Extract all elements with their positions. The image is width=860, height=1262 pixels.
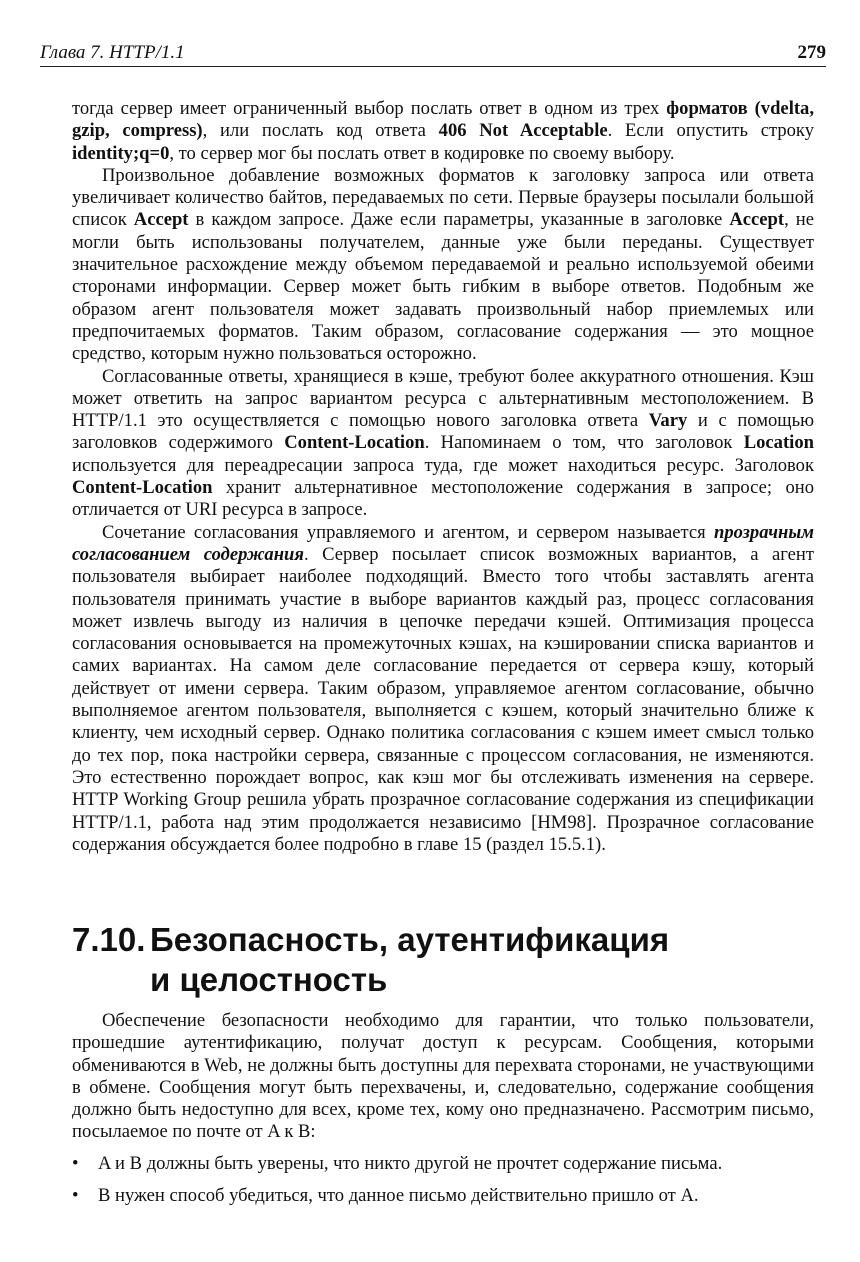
bullet-text-2: B нужен способ убедиться, что данное письмо действительно пришло от A. (98, 1184, 699, 1206)
p3-text-3: . Напоминаем о том, что заголовок (424, 432, 744, 454)
p3-text-1: Согласованные ответы, хранящиеся в кэше, требуют более аккуратного отношения. Кэш может ответить на запрос вариантом ресурса с альтернативным местоположением. В HTTP/1.1 это осуществляется с помощью нового заголовка ответа (72, 365, 814, 432)
paragraph-4 (72, 522, 814, 856)
p3-text-5: хранит альтернативное местоположение содержания в запросе; оно отличается от URI ресурса в запросе. (72, 477, 814, 521)
page-header (40, 42, 826, 67)
paragraph-3 (72, 366, 814, 522)
p3-bold-content-location-1: Content-Location (284, 432, 425, 454)
list-item (72, 1184, 814, 1208)
p1-text-2: , или послать код ответа (202, 120, 439, 142)
section-heading (72, 920, 814, 1000)
section-title-line-1: Безопасность, аутентификация (150, 921, 670, 958)
p1-text-1: тогда сервер имеет ограниченный выбор послать ответ в одном из трех (72, 98, 667, 119)
p2-bold-accept-2: Accept (729, 209, 785, 231)
bullet-icon: • (72, 1184, 79, 1206)
p4-text-2: . Сервер посылает список возможных вариантов, а агент пользователя выбирает наиболее подходящий. Вместо того чтобы заставлять агента пользователя принимать участие в выборе вариантов каждый раз, процесс согласования может извлечь выгоду из наличия в цепочке передачи кэшей. Оптимизация процесса согласования основывается на промежуточных кэшах, на кэшировании списка вариантов и самих вариантах. На самом деле согласование передается от сервера кэшу, который действует от имени сервера. Таким образом, управляемое агентом согласование, обычно выполняемое агентом пользователя, выполняется с кэшем, который значительно ближе к клиенту, чем исходный сервер. Однако политика согласования с кэшем имеет смысл только до тех пор, пока настройки сервера, связанные с процессом согласования, не изменяются. Это естественно порождает вопрос, как кэш мог бы отслеживать изменения на сервере. HTTP Working Group решила убрать прозрачное согласование содержания из спецификации HTTP/1.1, работа над этим продолжается независимо [HM98]. Прозрачное согласование содержания обсуждается более подробно в главе 15 (раздел 15.5.1). (72, 543, 814, 855)
section-body (72, 1010, 814, 1216)
p4-text-1: Сочетание согласования управляемого и агентом, и сервером называется (102, 521, 714, 543)
p3-text-2: и с помощью заголовков содержимого (72, 410, 814, 454)
p1-bold-formats: форматов (vdelta, gzip, compress) (72, 98, 814, 142)
running-head: Глава 7. HTTP/1.1 (40, 42, 185, 63)
section-title-line-2: и целостность (150, 961, 388, 998)
list-item (72, 1152, 814, 1176)
p1-text-3: . Если опустить строку (607, 120, 814, 142)
p2-text-3: , не могли быть использованы получателем, данные уже были переданы. Существует значительное расхождение между объемом передаваемой и реально используемой обеими сторонами информации. Сервер может быть гибким в выборе ответов. Подобным же образом агент пользователя может задавать произвольный набор приемлемых или предпочитаемых форматов. Таким образом, согласование содержания — это мощное средство, которым нужно пользоваться осторожно. (72, 209, 814, 365)
paragraph-2 (72, 165, 814, 366)
p2-text-1: Произвольное добавление возможных форматов к заголовку запроса или ответа увеличивает количество байтов, передаваемых по сети. Первые браузеры посылали большой список (72, 164, 814, 231)
p4-italic-term: прозрачным согласованием содержания (72, 521, 814, 565)
page-number: 279 (797, 42, 826, 63)
bullet-text-1: A и B должны быть уверены, что никто другой не прочтет содержание письма. (98, 1152, 723, 1174)
p3-bold-vary: Vary (648, 410, 688, 432)
paragraph-5: Обеспечение безопасности необходимо для гарантии, что только пользователи, прошедшие аутентификацию, получат доступ к ресурсам. Сообщения, которыми обмениваются в Web, не должны быть доступны для перехвата сторонами, не участвующими в обмене. Сообщения могут быть перехвачены, и, следовательно, содержание сообщения должно быть недоступно для всех, кроме тех, кому оно предназначено. Рассмотрим письмо, посылаемое по почте от A к B: (72, 1010, 814, 1143)
p2-bold-accept-1: Accept (133, 209, 189, 231)
section-number: 7.10. (72, 921, 146, 958)
p1-bold-identity: identity;q=0 (72, 142, 170, 164)
p3-bold-content-location-2: Content-Location (72, 477, 213, 499)
p3-bold-location: Location (743, 432, 814, 454)
p1-bold-406: 406 Not Acceptable (438, 120, 608, 142)
bullet-list (72, 1152, 814, 1208)
p1-text-4: , то сервер мог бы послать ответ в кодировке по своему выбору. (169, 142, 675, 164)
p2-text-2: в каждом запросе. Даже если параметры, указанные в заголовке (188, 209, 730, 231)
paragraph-1 (72, 98, 814, 165)
bullet-icon: • (72, 1152, 79, 1174)
p3-text-4: используется для переадресации запроса туда, где может находиться ресурс. Заголовок (72, 454, 814, 476)
body-text (72, 98, 814, 856)
